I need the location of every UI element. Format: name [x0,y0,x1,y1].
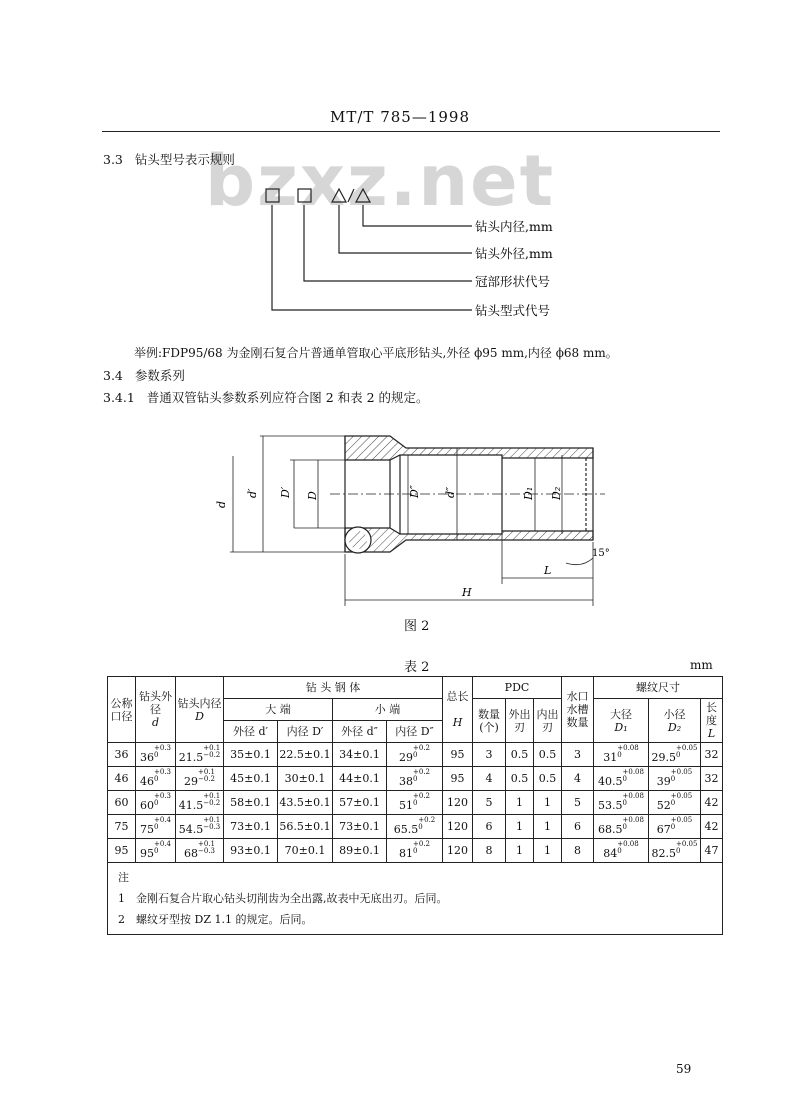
cell-small-od: 73±0.1 [333,815,387,839]
header-total-length: 总长 H [443,677,473,743]
cell-pdc-in: 1 [534,839,562,863]
cell-minor: $52^{+0.05 0}$ [649,791,701,815]
cell-pdc-in: 1 [534,791,562,815]
cell-length: 32 [701,767,723,791]
header-steel-body: 钻 头 钢 体 [224,677,443,699]
cell-big-id: 56.5±0.1 [278,815,333,839]
header-pdc-out: 外出刃 [506,699,534,743]
cell-big-od: 45±0.1 [224,767,278,791]
notes-label: 注 [118,871,129,884]
cell-water: 8 [562,839,594,863]
box-symbol-1 [266,189,279,202]
cell-small-od: 89±0.1 [333,839,387,863]
header-outer: 钻头外径 d [136,677,176,743]
table-notes [108,863,723,935]
leader-line-shape [304,205,472,281]
cell-big-od: 58±0.1 [224,791,278,815]
leader-line-inner [363,205,472,226]
header-minor: 小径 D₂ [649,699,701,743]
header-small-od: 外径 d″ [333,721,387,743]
cell-pdc-qty: 8 [473,839,506,863]
cell-outer: $36^{+0.3 0}$ [136,743,176,767]
dim-label-L: L [544,564,552,577]
cell-minor: $39^{+0.05 0}$ [649,767,701,791]
cell-big-id: 70±0.1 [278,839,333,863]
dim-label-d: d [215,500,228,508]
cell-big-od: 73±0.1 [224,815,278,839]
cell-water: 3 [562,743,594,767]
notes-row [108,863,723,935]
cell-total-length: 120 [443,839,473,863]
cell-outer: $46^{+0.3 0}$ [136,767,176,791]
box-symbol-2 [298,189,311,202]
header-major: 大径 D₁ [594,699,649,743]
table-row [108,791,723,815]
cell-inner: $21.5^{+0.1 -0.2}$ [176,743,224,767]
header-nominal: 公称口径 [108,677,136,743]
cell-small-id: $65.5^{+0.2 0}$ [387,815,443,839]
label-outer-diameter: 钻头外径,mm [475,246,553,261]
figure-2-drawing [210,418,630,618]
page-number: 59 [676,1062,692,1076]
cell-small-id: $51^{+0.2 0}$ [387,791,443,815]
header-small-id: 内径 D″ [387,721,443,743]
dim-label-D-double-prime: D″ [408,485,421,498]
cell-minor: $29.5^{+0.05 0}$ [649,743,701,767]
header-big-od: 外径 d′ [224,721,278,743]
cell-length: 32 [701,743,723,767]
cell-small-od: 57±0.1 [333,791,387,815]
parameter-table [107,676,723,935]
cell-total-length: 95 [443,767,473,791]
table-unit: mm [690,658,713,672]
header-rule [102,131,720,132]
header-small-end: 小 端 [333,699,443,721]
cell-pdc-out: 1 [506,791,534,815]
section-text: 普通双管钻头参数系列应符合图 2 和表 2 的规定。 [146,390,429,405]
header-pdc: PDC [473,677,562,699]
cell-pdc-in: 0.5 [534,767,562,791]
cell-pdc-qty: 4 [473,767,506,791]
dim-label-D: D [306,491,319,500]
cell-water: 5 [562,791,594,815]
cell-inner: $54.5^{+0.1 -0.3}$ [176,815,224,839]
cell-nominal: 95 [108,839,136,863]
cell-small-od: 34±0.1 [333,743,387,767]
section-3-4-1 [103,388,429,406]
cell-big-od: 35±0.1 [224,743,278,767]
triangle-symbol-1 [332,189,346,202]
section-3-4-heading [103,366,185,384]
cell-big-id: 22.5±0.1 [278,743,333,767]
cell-major: $84^{+0.08 0}$ [594,839,649,863]
cell-length: 42 [701,791,723,815]
cell-major: $31^{+0.08 0}$ [594,743,649,767]
label-bit-type: 钻头型式代号 [475,303,551,318]
figure-caption: 图 2 [404,619,430,634]
cell-total-length: 120 [443,815,473,839]
cell-small-id: $29^{+0.2 0}$ [387,743,443,767]
header-inner: 钻头内径 D [176,677,224,743]
cell-nominal: 75 [108,815,136,839]
cell-outer: $75^{+0.4 0}$ [136,815,176,839]
dim-label-d-prime: d′ [246,488,259,498]
cell-inner: $41.5^{+0.1 -0.2}$ [176,791,224,815]
header-big-end: 大 端 [224,699,333,721]
cell-nominal: 36 [108,743,136,767]
cell-outer: $95^{+0.4 0}$ [136,839,176,863]
cell-nominal: 60 [108,791,136,815]
cell-small-id: $38^{+0.2 0}$ [387,767,443,791]
header-water: 水口水槽数量 [562,677,594,743]
header-thread: 螺纹尺寸 [594,677,723,699]
cell-small-od: 44±0.1 [333,767,387,791]
cell-pdc-out: 0.5 [506,743,534,767]
note-1: 1 金刚石复合片取心钻头切削齿为全出露,故表中无底出刃。后同。 [118,892,448,905]
cell-pdc-qty: 3 [473,743,506,767]
model-code-diagram [250,178,580,328]
cell-pdc-out: 1 [506,815,534,839]
section-number: 3.3 [103,152,123,167]
cell-big-id: 30±0.1 [278,767,333,791]
dim-label-d-double-prime: d″ [444,486,457,498]
header-pdc-in: 内出刃 [534,699,562,743]
header-row-1 [108,677,723,699]
table-title: 表 2 [404,660,430,675]
wall-bottom-section [345,528,593,552]
wall-top-section [345,436,593,460]
cell-big-od: 93±0.1 [224,839,278,863]
dim-label-D2: D₂ [550,486,563,500]
section-3-3-heading [103,150,235,168]
note-2: 2 螺纹牙型按 DZ 1.1 的规定。后同。 [118,913,313,926]
section-title: 参数系列 [134,368,185,383]
table-row [108,839,723,863]
label-crown-shape: 冠部形状代号 [475,274,551,289]
cell-pdc-qty: 6 [473,815,506,839]
table-body [108,743,723,863]
dim-label-D-prime: D′ [279,486,292,498]
cell-inner: $29^{+0.1 -0.2}$ [176,767,224,791]
example-text: 举例:FDP95/68 为金刚石复合片普通单管取心平底形钻头,外径 ϕ95 mm,内径 ϕ68 mm。 [134,346,618,360]
cell-pdc-in: 1 [534,815,562,839]
cell-length: 47 [701,839,723,863]
watermark: bzxz.net [205,140,556,222]
cell-pdc-in: 0.5 [534,743,562,767]
header-big-id: 内径 D′ [278,721,333,743]
section-number: 3.4.1 [103,390,135,405]
section-title: 钻头型号表示规则 [134,152,235,167]
cell-pdc-out: 0.5 [506,767,534,791]
cell-major: $40.5^{+0.08 0}$ [594,767,649,791]
cell-water: 6 [562,815,594,839]
slash-symbol [348,189,354,202]
dim-label-D1: D₁ [522,486,535,500]
cell-nominal: 46 [108,767,136,791]
cell-big-id: 43.5±0.1 [278,791,333,815]
cell-major: $68.5^{+0.08 0}$ [594,815,649,839]
table-row [108,767,723,791]
header-length: 长度 L [701,699,723,743]
dim-label-H: H [462,586,472,599]
cell-total-length: 95 [443,743,473,767]
cell-minor: $67^{+0.05 0}$ [649,815,701,839]
cell-total-length: 120 [443,791,473,815]
cell-water: 4 [562,767,594,791]
header-pdc-qty: 数量(个) [473,699,506,743]
cell-length: 42 [701,815,723,839]
cell-outer: $60^{+0.3 0}$ [136,791,176,815]
section-number: 3.4 [103,368,123,383]
leader-line-type [272,205,472,310]
cell-major: $53.5^{+0.08 0}$ [594,791,649,815]
angle-label: 15° [592,548,610,559]
triangle-symbol-2 [356,189,370,202]
cell-small-id: $81^{+0.2 0}$ [387,839,443,863]
cell-pdc-out: 1 [506,839,534,863]
leader-line-outer [339,205,472,253]
table-row [108,743,723,767]
table-row [108,815,723,839]
cell-inner: $68^{+0.1 -0.3}$ [176,839,224,863]
label-inner-diameter: 钻头内径,mm [475,219,553,234]
cell-pdc-qty: 5 [473,791,506,815]
cell-minor: $82.5^{+0.05 0}$ [649,839,701,863]
standard-number: MT/T 785—1998 [330,108,470,126]
